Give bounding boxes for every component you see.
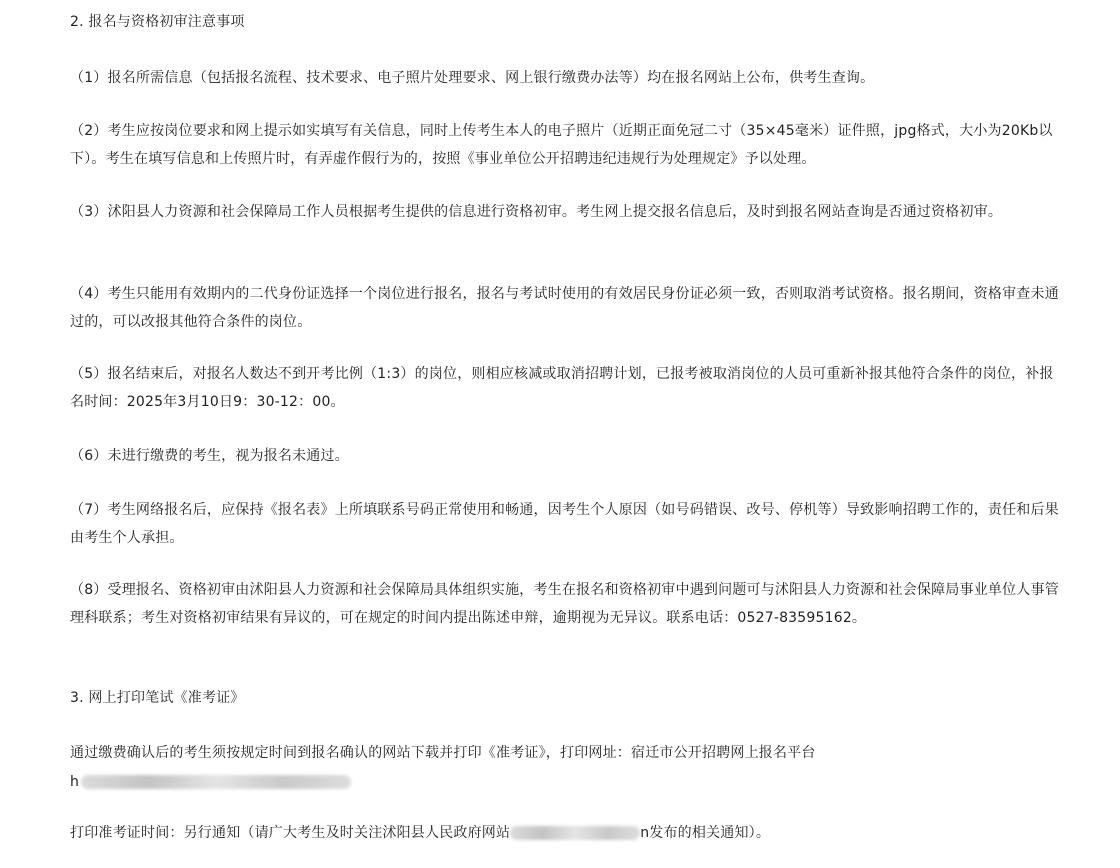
redacted-url (81, 775, 351, 789)
item-5: （5）报名结束后，对报名人数达不到开考比例（1:3）的岗位，则相应核减或取消招聘计划，已报考被取消岗位的人员可重新补报其他符合条件的岗位，补报名时间：2025年3月10日9：30-12：00。 (70, 366, 1054, 410)
print-time-line (70, 823, 770, 843)
print-url-line (70, 772, 351, 792)
item-7: （7）考生网络报名后，应保持《报名表》上所填联系号码正常使用和畅通，因考生个人原因（如号码错误、改号、停机等）导致影响招聘工作的，责任和后果由考生个人承担。 (70, 502, 1059, 546)
item-1: （1）报名所需信息（包括报名流程、技术要求、电子照片处理要求、网上银行缴费办法等）均在报名网站上公布，供考生查询。 (70, 70, 875, 86)
item-6: （6）未进行缴费的考生，视为报名未通过。 (70, 448, 349, 464)
section-3-paragraph: 通过缴费确认后的考生须按规定时间到报名确认的网站下载并打印《准考证》，打印网址：宿迁市公开招聘网上报名平台 (70, 745, 816, 761)
item-8: （8）受理报名、资格初审由沭阳县人力资源和社会保障局具体组织实施，考生在报名和资格初审中遇到问题可与沭阳县人力资源和社会保障局事业单位人事管理科联系；考生对资格初审结果有异议的，可在规定的时间内提出陈述申辩，逾期视为无异议。联系电话：0527-83595162。 (70, 582, 1059, 626)
item-2: （2）考生应按岗位要求和网上提示如实填写有关信息，同时上传考生本人的电子照片（近期正面免冠二寸（35×45毫米）证件照，jpg格式，大小为20Kb以下）。考生在填写信息和上传照片时，有弄虚作假行为的，按照《事业单位公开招聘违纪违规行为处理规定》予以处理。 (70, 123, 1053, 167)
item-4: （4）考生只能用有效期内的二代身份证选择一个岗位进行报名，报名与考试时使用的有效居民身份证必须一致，否则取消考试资格。报名期间，资格审查未通过的，可以改报其他符合条件的岗位。 (70, 286, 1059, 330)
print-url-start: h (70, 774, 80, 790)
print-time-tail: n发布的相关通知）。 (640, 825, 771, 841)
item-3: （3）沭阳县人力资源和社会保障局工作人员根据考生提供的信息进行资格初审。考生网上提交报名信息后，及时到报名网站查询是否通过资格初审。 (70, 204, 1003, 220)
section-2-heading: 2. 报名与资格初审注意事项 (70, 14, 245, 30)
print-time-prefix: 打印准考证时间：另行通知（请广大考生及时关注沭阳县人民政府网站 (70, 825, 511, 841)
section-3-heading: 3. 网上打印笔试《准考证》 (70, 690, 245, 706)
redacted-website (510, 826, 640, 840)
